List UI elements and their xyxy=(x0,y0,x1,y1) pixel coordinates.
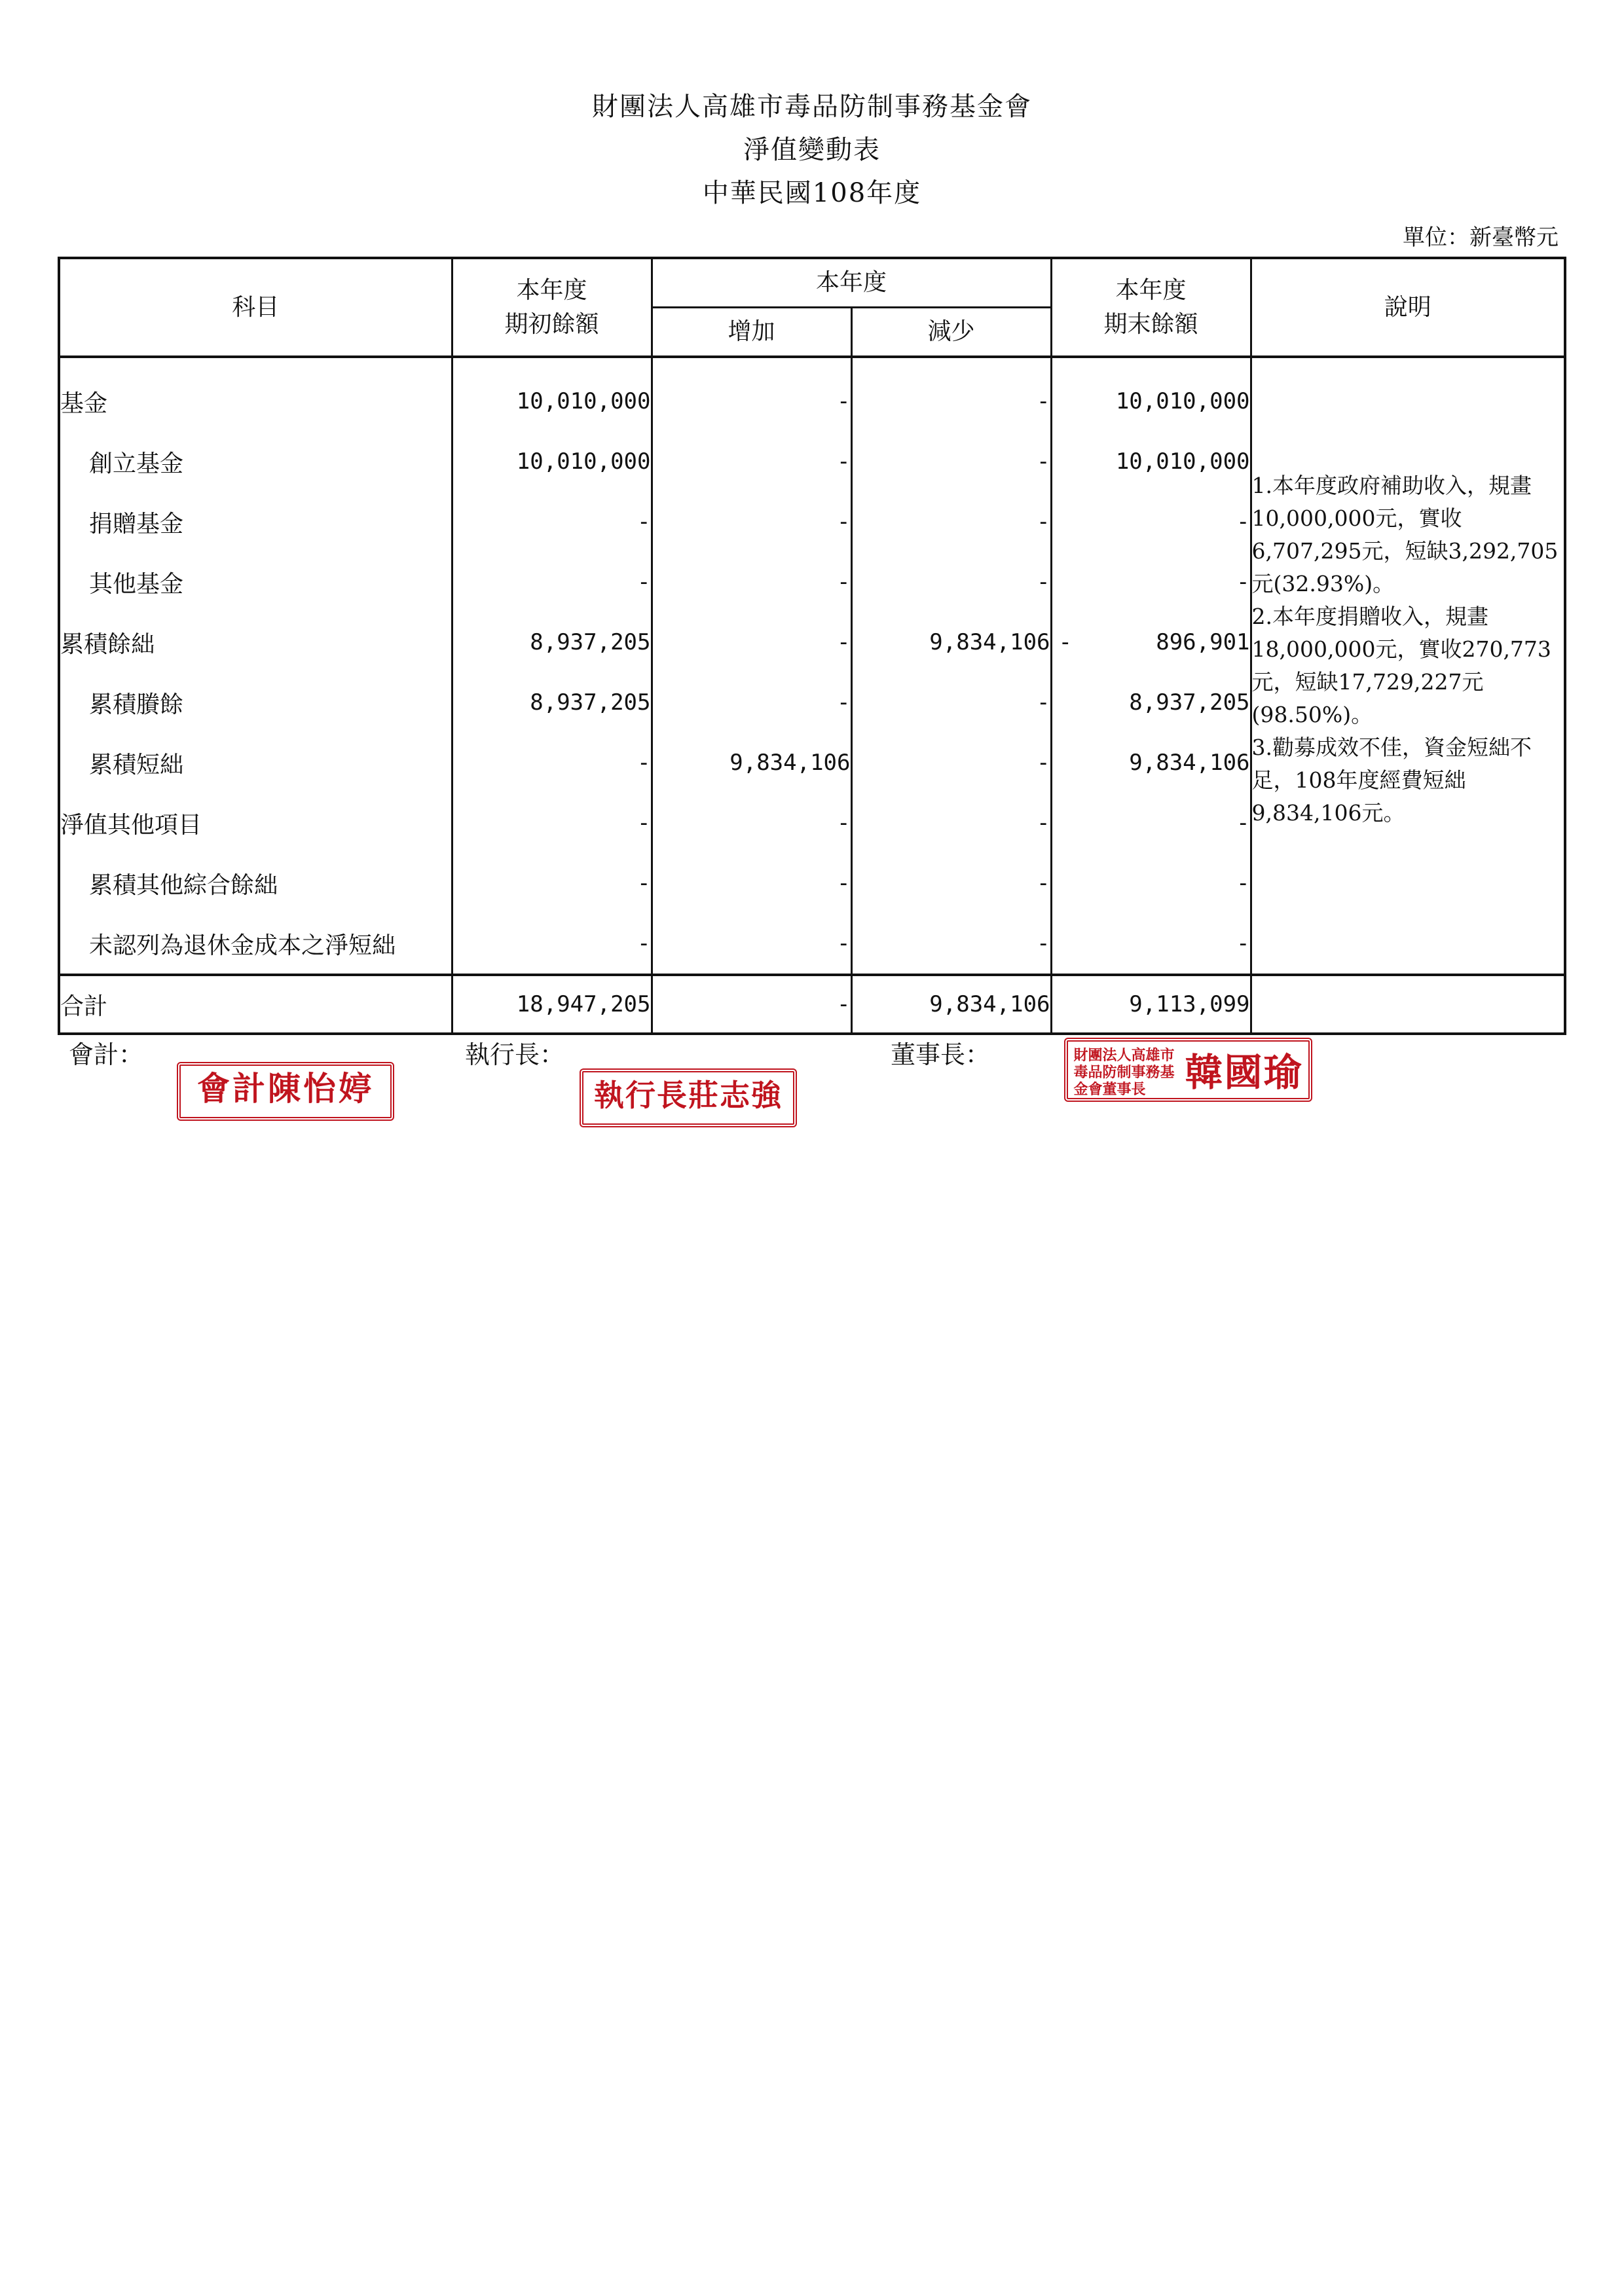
row-opening: - xyxy=(452,552,652,612)
accountant-stamp: 會計陳怡婷 xyxy=(177,1062,394,1121)
table-row xyxy=(59,357,1565,431)
row-subject: 其他基金 xyxy=(59,552,452,612)
notes-cell xyxy=(1251,357,1565,975)
row-increase: - xyxy=(652,913,851,975)
row-increase: - xyxy=(652,431,851,492)
header-increase: 增加 xyxy=(652,308,851,357)
report-period: 中華民國108年度 xyxy=(702,178,922,208)
chairman-label: 董事長： xyxy=(891,1040,991,1069)
row-opening: - xyxy=(452,913,652,975)
row-decrease: - xyxy=(851,913,1051,975)
row-increase: - xyxy=(652,612,851,672)
negative-sign: - xyxy=(1058,629,1072,655)
note-item: 1.本年度政府補助收入，規畫10,000,000元，實收6,707,295元，短缺3,292,705元(32.93%)。 xyxy=(1251,473,1559,596)
header-subject: 科目 xyxy=(59,258,452,357)
total-increase: - xyxy=(652,975,851,1034)
note-item: 2.本年度捐贈收入，規畫18,000,000元，實收270,773元，短缺17,729,227元(98.50%)。 xyxy=(1251,604,1551,727)
total-opening: 18,947,205 xyxy=(452,975,652,1034)
total-row xyxy=(59,975,1565,1034)
row-opening: - xyxy=(452,853,652,913)
row-closing: - xyxy=(1051,492,1251,552)
row-opening: - xyxy=(452,733,652,793)
row-closing: 8,937,205 xyxy=(1051,672,1251,733)
header-decrease: 減少 xyxy=(851,308,1051,357)
chairman-stamp-org: 財團法人高雄市毒品防制事務基金會董事長 xyxy=(1073,1047,1175,1098)
row-opening: - xyxy=(452,492,652,552)
row-increase: - xyxy=(652,552,851,612)
row-closing: - xyxy=(1051,552,1251,612)
header-closing-line2: 期末餘額 xyxy=(1103,310,1198,338)
row-increase: - xyxy=(652,672,851,733)
row-closing: 10,010,000 xyxy=(1051,431,1251,492)
total-notes-empty xyxy=(1251,975,1565,1034)
row-increase: - xyxy=(652,793,851,853)
row-opening: - xyxy=(452,793,652,853)
header-closing-line1: 本年度 xyxy=(1115,276,1187,304)
row-subject: 未認列為退休金成本之淨短絀 xyxy=(59,913,452,975)
header-opening-line1: 本年度 xyxy=(516,276,587,304)
row-subject: 捐贈基金 xyxy=(59,492,452,552)
row-closing: - xyxy=(1051,913,1251,975)
row-decrease: 9,834,106 xyxy=(851,612,1051,672)
ceo-label: 執行長： xyxy=(465,1040,565,1069)
ceo-stamp: 執行長莊志強 xyxy=(580,1068,797,1127)
row-subject: 淨值其他項目 xyxy=(59,793,452,853)
report-header xyxy=(0,85,1624,215)
chairman-stamp xyxy=(1064,1038,1312,1102)
total-decrease: 9,834,106 xyxy=(851,975,1051,1034)
note-item: 3.勸募成效不佳，資金短絀不足，108年度經費短絀9,834,106元。 xyxy=(1251,735,1532,826)
row-increase: 9,834,106 xyxy=(652,733,851,793)
report-title: 淨值變動表 xyxy=(743,135,881,165)
row-closing: 9,834,106 xyxy=(1051,733,1251,793)
row-subject: 累積其他綜合餘絀 xyxy=(59,853,452,913)
accountant-label: 會計： xyxy=(69,1040,144,1069)
row-closing: - xyxy=(1051,853,1251,913)
row-opening: 8,937,205 xyxy=(452,612,652,672)
total-subject: 合計 xyxy=(59,975,452,1034)
header-opening-line2: 期初餘額 xyxy=(504,310,599,338)
row-decrease: - xyxy=(851,793,1051,853)
row-decrease: - xyxy=(851,733,1051,793)
row-decrease: - xyxy=(851,431,1051,492)
row-subject: 累積短絀 xyxy=(59,733,452,793)
total-closing: 9,113,099 xyxy=(1051,975,1251,1034)
row-decrease: - xyxy=(851,552,1051,612)
header-opening xyxy=(452,258,652,357)
row-subject: 累積餘絀 xyxy=(59,612,452,672)
header-notes: 說明 xyxy=(1251,258,1565,357)
row-decrease: - xyxy=(851,492,1051,552)
header-change-group: 本年度 xyxy=(652,258,1051,308)
row-subject: 累積賸餘 xyxy=(59,672,452,733)
row-decrease: - xyxy=(851,853,1051,913)
row-decrease: - xyxy=(851,672,1051,733)
row-closing xyxy=(1051,612,1251,672)
net-worth-change-table xyxy=(58,257,1566,1035)
row-opening: 10,010,000 xyxy=(452,431,652,492)
row-opening: 10,010,000 xyxy=(452,357,652,431)
organization-name: 財團法人高雄市毒品防制事務基金會 xyxy=(592,92,1032,122)
row-increase: - xyxy=(652,853,851,913)
row-closing-value: 896,901 xyxy=(1156,629,1250,655)
row-closing: - xyxy=(1051,793,1251,853)
row-increase: - xyxy=(652,357,851,431)
row-decrease: - xyxy=(851,357,1051,431)
chairman-stamp-name: 韓國瑜 xyxy=(1185,1050,1303,1095)
header-closing xyxy=(1051,258,1251,357)
row-subject: 創立基金 xyxy=(59,431,452,492)
row-subject: 基金 xyxy=(59,357,452,431)
row-increase: - xyxy=(652,492,851,552)
row-closing: 10,010,000 xyxy=(1051,357,1251,431)
currency-unit: 單位：新臺幣元 xyxy=(1403,225,1559,251)
row-opening: 8,937,205 xyxy=(452,672,652,733)
